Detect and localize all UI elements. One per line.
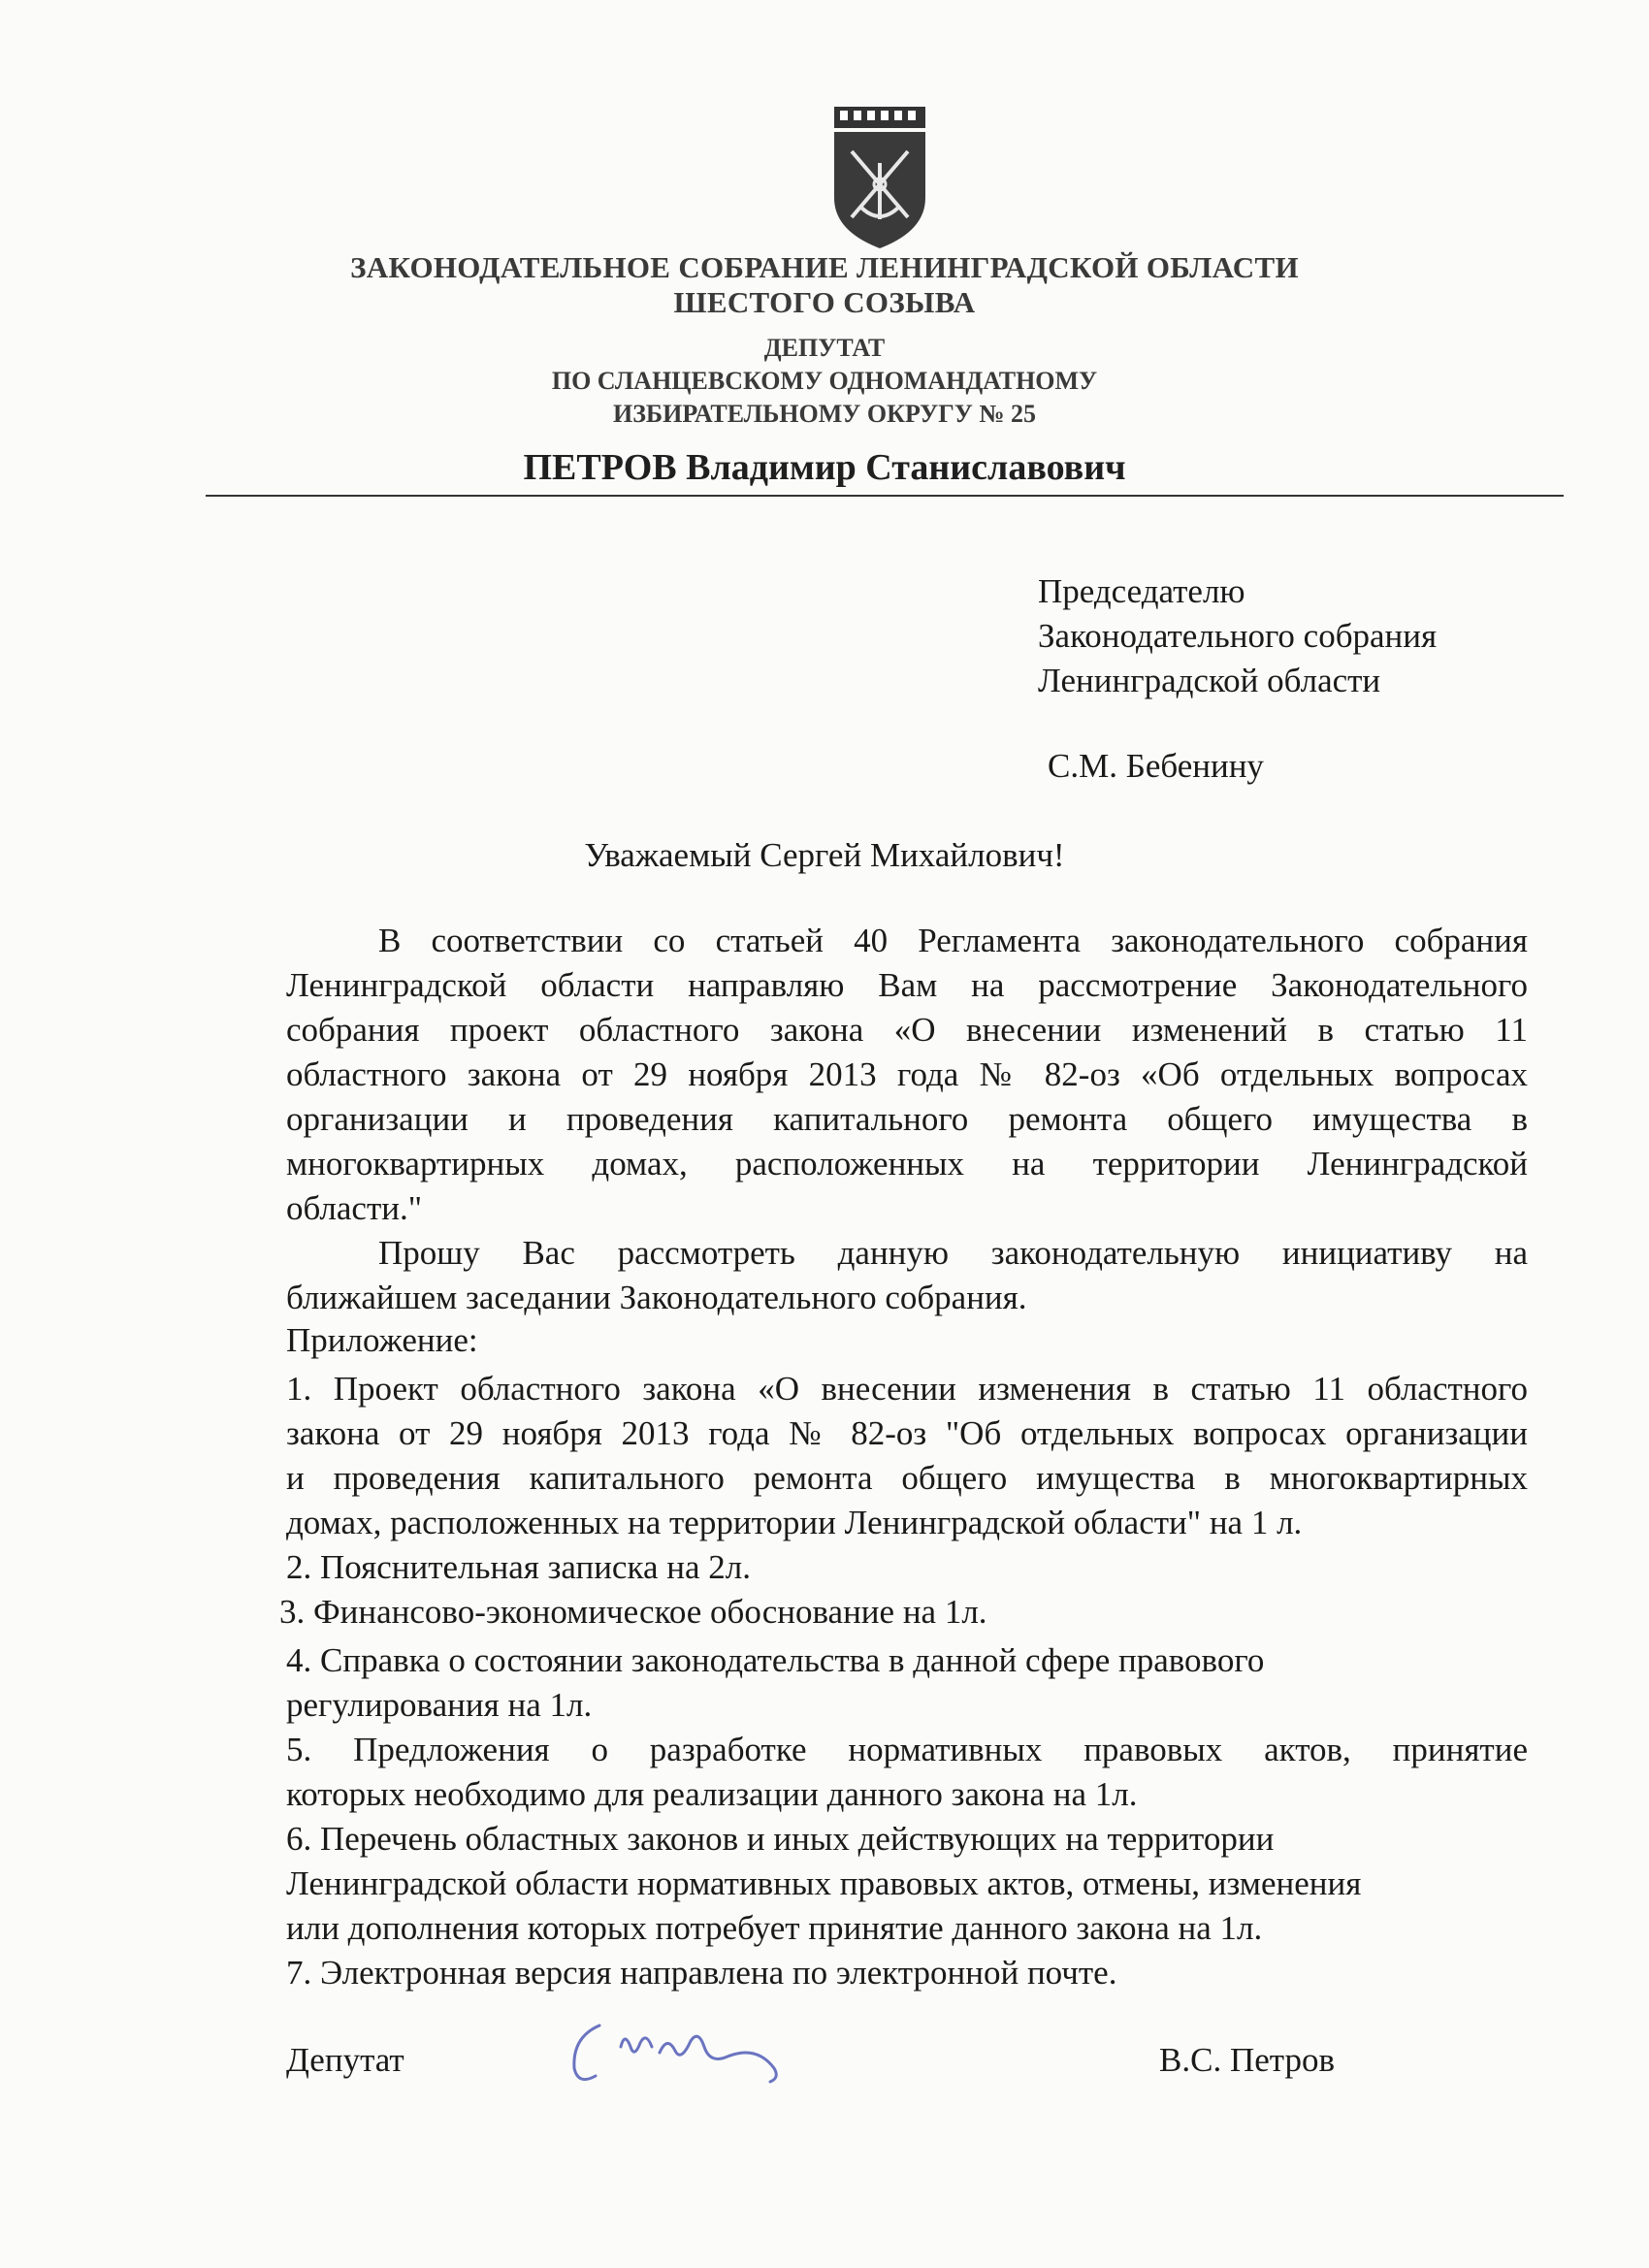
signatory-name: В.С. Петров	[1159, 2041, 1335, 2079]
body-line: многоквартирных домах, расположенных на территории Ленинградской	[286, 1145, 1528, 1183]
greeting: Уважаемый Сергей Михайлович!	[584, 836, 1065, 874]
attachment-line: 3. Финансово-экономическое обоснование на 1л.	[279, 1593, 987, 1631]
body-line: областного закона от 29 ноября 2013 года № 82-оз «Об отдельных вопросах	[286, 1055, 1528, 1093]
attachment-line: или дополнения которых потребует принятие данного закона на 1л.	[286, 1909, 1263, 1947]
attachment-line: 6. Перечень областных законов и иных действующих на территории	[286, 1820, 1275, 1858]
addressee-name: С.М. Бебенину	[1048, 747, 1264, 785]
attachment-line: 5. Предложения о разработке нормативных правовых актов, принятие	[286, 1731, 1528, 1768]
organization-title: ЗАКОНОДАТЕЛЬНОЕ СОБРАНИЕ ЛЕНИНГРАДСКОЙ ОБЛАСТИ	[350, 250, 1299, 284]
attachment-line: 1. Проект областного закона «О внесении изменения в статью 11 областного	[286, 1370, 1528, 1408]
attachment-line: домах, расположенных на территории Ленинградской области" на 1 л.	[286, 1504, 1303, 1541]
addressee-line: Ленинградской области	[1038, 662, 1381, 699]
body-line: Ленинградской области направляю Вам на рассмотрение Законодательного	[286, 966, 1528, 1004]
handwritten-signature	[563, 2008, 824, 2095]
coat-of-arms-icon	[830, 105, 929, 250]
attachment-line: регулирования на 1л.	[286, 1686, 593, 1724]
header-divider	[206, 495, 1564, 497]
attachment-line: которых необходимо для реализации данного закона на 1л.	[286, 1775, 1138, 1813]
addressee-line: Председателю	[1038, 572, 1245, 610]
attachment-line: закона от 29 ноября 2013 года № 82-оз "Об отдельных вопросах организации	[286, 1414, 1528, 1452]
attachment-line: 7. Электронная версия направлена по электронной почте.	[286, 1954, 1117, 1992]
attachment-line: и проведения капитального ремонта общего имущества в многоквартирных	[286, 1459, 1528, 1497]
attachments-heading: Приложение:	[286, 1321, 478, 1359]
body-line: ближайшем заседании Законодательного собрания.	[286, 1279, 1027, 1316]
convocation-title: ШЕСТОГО СОЗЫВА	[673, 285, 976, 319]
district-line: ПО СЛАНЦЕВСКОМУ ОДНОМАНДАТНОМУ	[551, 367, 1098, 395]
attachment-line: 4. Справка о состоянии законодательства в данной сфере правового	[286, 1641, 1265, 1679]
signature-label: Депутат	[286, 2041, 404, 2079]
body-line: организации и проведения капитального ремонта общего имущества в	[286, 1100, 1528, 1138]
attachment-line: Ленинградской области нормативных правовых актов, отмены, изменения	[286, 1864, 1362, 1902]
body-line: собрания проект областного закона «О внесении изменений в статью 11	[286, 1011, 1528, 1049]
body-line: области."	[286, 1189, 423, 1227]
body-line: Прошу Вас рассмотреть данную законодательную инициативу на	[378, 1234, 1528, 1272]
attachment-line: 2. Пояснительная записка на 2л.	[286, 1548, 751, 1586]
body-line: В соответствии со статьей 40 Регламента законодательного собрания	[378, 922, 1528, 959]
district-number-line: ИЗБИРАТЕЛЬНОМУ ОКРУГУ № 25	[612, 400, 1037, 428]
addressee-line: Законодательного собрания	[1038, 617, 1438, 655]
deputy-title: ДЕПУТАТ	[763, 334, 886, 362]
deputy-name: ПЕТРОВ Владимир Станиславович	[523, 447, 1126, 488]
